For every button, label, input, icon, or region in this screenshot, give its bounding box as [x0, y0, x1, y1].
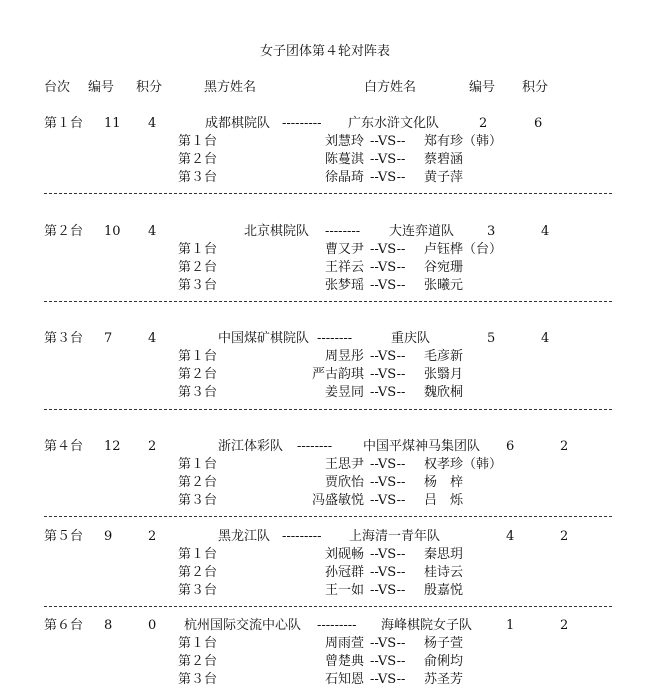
board-label: 第１台 [178, 134, 218, 149]
white-player-name: 张曦元 [424, 278, 464, 293]
vs-marker: --VS-- [370, 278, 406, 293]
dashed-separator [44, 516, 612, 517]
white-team-number: 6 [506, 439, 515, 454]
white-team-number: 4 [506, 529, 515, 544]
white-player-name: 吕 烁 [424, 493, 464, 508]
black-team-name: 北京棋院队 [244, 224, 310, 239]
black-team-points: 4 [148, 224, 157, 239]
black-player-name: 陈蔓淇 [324, 152, 364, 167]
board-label: 第３台 [178, 672, 218, 687]
black-player-name: 曾楚典 [324, 654, 364, 669]
board-label: 第３台 [178, 385, 218, 400]
white-team-number: 3 [487, 224, 496, 239]
white-player-name: 张翳月 [424, 367, 464, 382]
white-player-name: 桂诗云 [424, 565, 464, 580]
match-table-label: 第２台 [44, 224, 84, 239]
black-team-name: 中国煤矿棋院队 [218, 331, 310, 346]
black-team-name: 成都棋院队 [205, 116, 271, 131]
white-team-name: 重庆队 [391, 331, 431, 346]
white-player-name: 蔡碧涵 [424, 152, 464, 167]
vs-marker: --VS-- [370, 260, 406, 275]
board-label: 第２台 [178, 152, 218, 167]
vs-marker: --VS-- [370, 636, 406, 651]
black-player-name: 石知恩 [324, 672, 364, 687]
white-team-name: 大连弈道队 [389, 224, 455, 239]
white-team-name: 广东水浒文化队 [348, 116, 440, 131]
vs-marker: --VS-- [370, 349, 406, 364]
white-team-points: 6 [534, 116, 543, 131]
white-player-name: 魏欣桐 [424, 385, 464, 400]
match-table-label: 第６台 [44, 618, 84, 633]
black-player-name: 严古韵琪 [311, 367, 364, 382]
team-dash-separator: --------- [282, 116, 322, 131]
white-player-name: 秦思玥 [424, 547, 464, 562]
board-label: 第３台 [178, 170, 218, 185]
board-label: 第１台 [178, 636, 218, 651]
match-table-label: 第４台 [44, 439, 84, 454]
black-team-points: 2 [148, 439, 157, 454]
black-team-number: 8 [104, 618, 113, 633]
vs-marker: --VS-- [370, 457, 406, 472]
white-team-number: 2 [479, 116, 488, 131]
white-team-points: 2 [560, 529, 569, 544]
white-team-points: 4 [541, 224, 550, 239]
black-team-points: 0 [148, 618, 157, 633]
white-team-name: 中国平煤神马集团队 [363, 439, 481, 454]
white-player-name: 杨 梓 [424, 475, 464, 490]
vs-marker: --VS-- [370, 547, 406, 562]
white-team-name: 海峰棋院女子队 [381, 618, 473, 633]
vs-marker: --VS-- [370, 367, 406, 382]
black-player-name: 周昱彤 [324, 349, 364, 364]
header-white-name: 白方姓名 [364, 80, 417, 95]
black-team-name: 杭州国际交流中心队 [184, 618, 302, 633]
white-player-name: 杨子萱 [424, 636, 464, 651]
white-player-name: 苏圣芳 [424, 672, 464, 687]
match-table-label: 第１台 [44, 116, 84, 131]
board-label: 第３台 [178, 278, 218, 293]
team-dash-separator: -------- [297, 439, 333, 454]
board-label: 第３台 [178, 493, 218, 508]
white-player-name: 俞俐均 [424, 654, 464, 669]
white-team-points: 2 [560, 439, 569, 454]
black-player-name: 刘慧玲 [324, 134, 364, 149]
black-player-name: 贾欣怡 [324, 475, 364, 490]
team-dash-separator: --------- [282, 529, 322, 544]
dashed-separator [44, 606, 612, 607]
black-team-number: 11 [104, 116, 121, 131]
board-label: 第１台 [178, 547, 218, 562]
black-team-number: 10 [104, 224, 121, 239]
white-player-name: 谷宛珊 [424, 260, 464, 275]
board-label: 第２台 [178, 475, 218, 490]
white-player-name: 毛彦新 [424, 349, 464, 364]
black-team-name: 浙江体彩队 [218, 439, 284, 454]
white-team-points: 4 [541, 331, 550, 346]
match-table-label: 第５台 [44, 529, 84, 544]
white-team-points: 2 [560, 618, 569, 633]
board-label: 第３台 [178, 583, 218, 598]
vs-marker: --VS-- [370, 565, 406, 580]
white-team-number: 1 [506, 618, 515, 633]
board-label: 第１台 [178, 349, 218, 364]
vs-marker: --VS-- [370, 134, 406, 149]
black-team-name: 黑龙江队 [218, 529, 271, 544]
black-player-name: 周雨萱 [324, 636, 364, 651]
black-team-number: 7 [104, 331, 113, 346]
black-player-name: 孙冠群 [324, 565, 364, 580]
white-player-name: 卢钰桦（台） [424, 242, 503, 257]
dashed-separator [44, 301, 612, 302]
header-points-black: 积分 [136, 80, 163, 95]
white-player-name: 殷嘉悦 [424, 583, 464, 598]
vs-marker: --VS-- [370, 672, 406, 687]
black-team-number: 12 [104, 439, 121, 454]
white-player-name: 郑有珍（韩） [424, 134, 503, 149]
black-player-name: 冯盛敏悦 [311, 493, 364, 508]
white-player-name: 权孝珍（韩） [424, 457, 503, 472]
black-team-number: 9 [104, 529, 113, 544]
board-label: 第１台 [178, 457, 218, 472]
dashed-separator [44, 409, 612, 410]
black-player-name: 刘砚畅 [324, 547, 364, 562]
header-team-no-white: 编号 [469, 80, 496, 95]
dashed-separator [44, 193, 612, 194]
board-label: 第２台 [178, 565, 218, 580]
board-label: 第２台 [178, 654, 218, 669]
vs-marker: --VS-- [370, 170, 406, 185]
team-dash-separator: -------- [325, 224, 361, 239]
black-team-points: 4 [148, 116, 157, 131]
vs-marker: --VS-- [370, 493, 406, 508]
header-table-no: 台次 [44, 80, 71, 95]
vs-marker: --VS-- [370, 385, 406, 400]
black-player-name: 王一如 [324, 583, 364, 598]
header-black-name: 黑方姓名 [204, 80, 257, 95]
black-player-name: 徐晶琦 [324, 170, 364, 185]
match-table-label: 第３台 [44, 331, 84, 346]
board-label: 第１台 [178, 242, 218, 257]
white-team-name: 上海清一青年队 [349, 529, 441, 544]
black-player-name: 王祥云 [324, 260, 364, 275]
board-label: 第２台 [178, 367, 218, 382]
vs-marker: --VS-- [370, 654, 406, 669]
black-team-points: 2 [148, 529, 157, 544]
team-dash-separator: -------- [317, 331, 353, 346]
vs-marker: --VS-- [370, 583, 406, 598]
team-dash-separator: --------- [317, 618, 357, 633]
header-team-no-black: 编号 [88, 80, 115, 95]
black-player-name: 王思尹 [324, 457, 364, 472]
black-player-name: 姜昱同 [324, 385, 364, 400]
white-team-number: 5 [487, 331, 496, 346]
black-team-points: 4 [148, 331, 157, 346]
black-player-name: 曹又尹 [324, 242, 364, 257]
vs-marker: --VS-- [370, 475, 406, 490]
page-title: 女子团体第４轮对阵表 [259, 44, 390, 59]
vs-marker: --VS-- [370, 242, 406, 257]
black-player-name: 张梦瑶 [324, 278, 364, 293]
header-points-white: 积分 [522, 80, 549, 95]
board-label: 第２台 [178, 260, 218, 275]
white-player-name: 黄子萍 [424, 170, 464, 185]
vs-marker: --VS-- [370, 152, 406, 167]
